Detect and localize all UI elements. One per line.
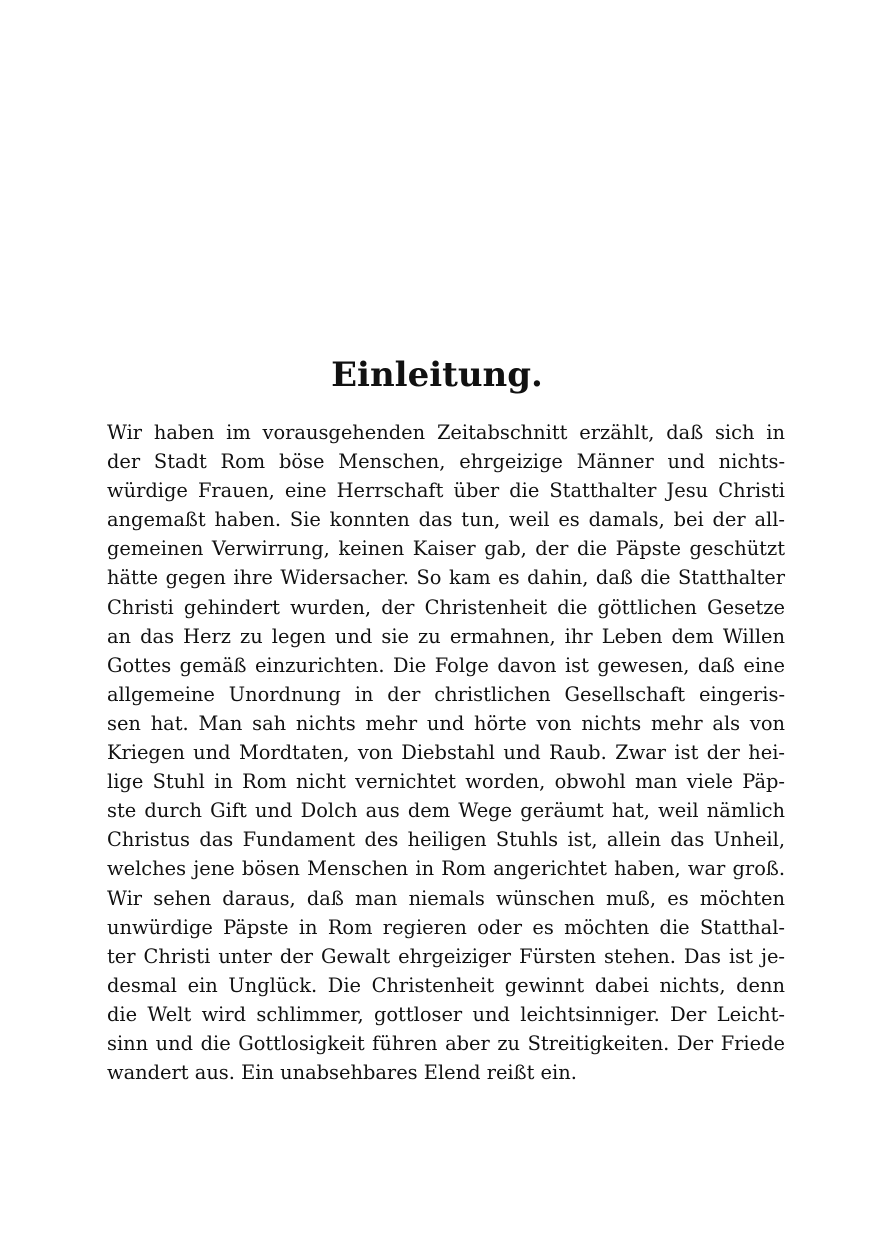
text-line: an das Herz zu legen und sie zu ermahnen, ihr Leben dem Willen: [107, 624, 785, 648]
text-line: der Stadt Rom böse Menschen, ehrgeizige Männer und nichts-: [107, 450, 785, 474]
text-line: die Welt wird schlimmer, gottloser und leichtsinniger. Der Leicht-: [107, 1002, 785, 1026]
text-line: lige Stuhl in Rom nicht vernichtet worden, obwohl man viele Päp-: [107, 770, 785, 794]
text-line: desmal ein Unglück. Die Christenheit gewinnt dabei nichts, denn: [107, 973, 785, 997]
text-line: sinn und die Gottlosigkeit führen aber zu Streitigkeiten. Der Friede: [107, 1031, 785, 1055]
text-line: Gottes gemäß einzurichten. Die Folge davon ist gewesen, daß eine: [107, 653, 785, 677]
text-line: Wir sehen daraus, daß man niemals wünschen muß, es möchten: [107, 886, 785, 910]
text-line: Christi gehindert wurden, der Christenheit die göttlichen Gesetze: [107, 595, 785, 619]
text-line: gemeinen Verwirrung, keinen Kaiser gab, der die Päpste geschützt: [107, 537, 785, 561]
text-line: allgemeine Unordnung in der christlichen Gesellschaft eingeris-: [107, 682, 785, 706]
text-line: Kriegen und Mordtaten, von Diebstahl und Raub. Zwar ist der hei-: [107, 741, 785, 765]
text-line: sen hat. Man sah nichts mehr und hörte von nichts mehr als von: [107, 711, 785, 735]
text-line: ter Christi unter der Gewalt ehrgeiziger Fürsten stehen. Das ist je-: [107, 944, 785, 968]
text-line: angemaßt haben. Sie konnten das tun, weil es damals, bei der all-: [107, 508, 785, 532]
text-line: würdige Frauen, eine Herrschaft über die Statthalter Jesu Christi: [107, 479, 785, 503]
text-line: wandert aus. Ein unabsehbares Elend reißt ein.: [107, 1061, 577, 1085]
body-paragraph: [107, 418, 785, 1087]
text-line: welches jene bösen Menschen in Rom angerichtet haben, war groß.: [107, 857, 785, 881]
chapter-heading: Einleitung.: [331, 355, 543, 395]
text-line: hätte gegen ihre Widersacher. So kam es dahin, daß die Statthalter: [107, 566, 785, 590]
text-line: Wir haben im vorausgehenden Zeitabschnitt erzählt, daß sich in: [107, 421, 785, 444]
text-line: Christus das Fundament des heiligen Stuhls ist, allein das Unheil,: [107, 828, 785, 852]
text-line: unwürdige Päpste in Rom regieren oder es möchten die Statthal-: [107, 915, 785, 939]
text-line: ste durch Gift und Dolch aus dem Wege geräumt hat, weil nämlich: [107, 799, 785, 823]
